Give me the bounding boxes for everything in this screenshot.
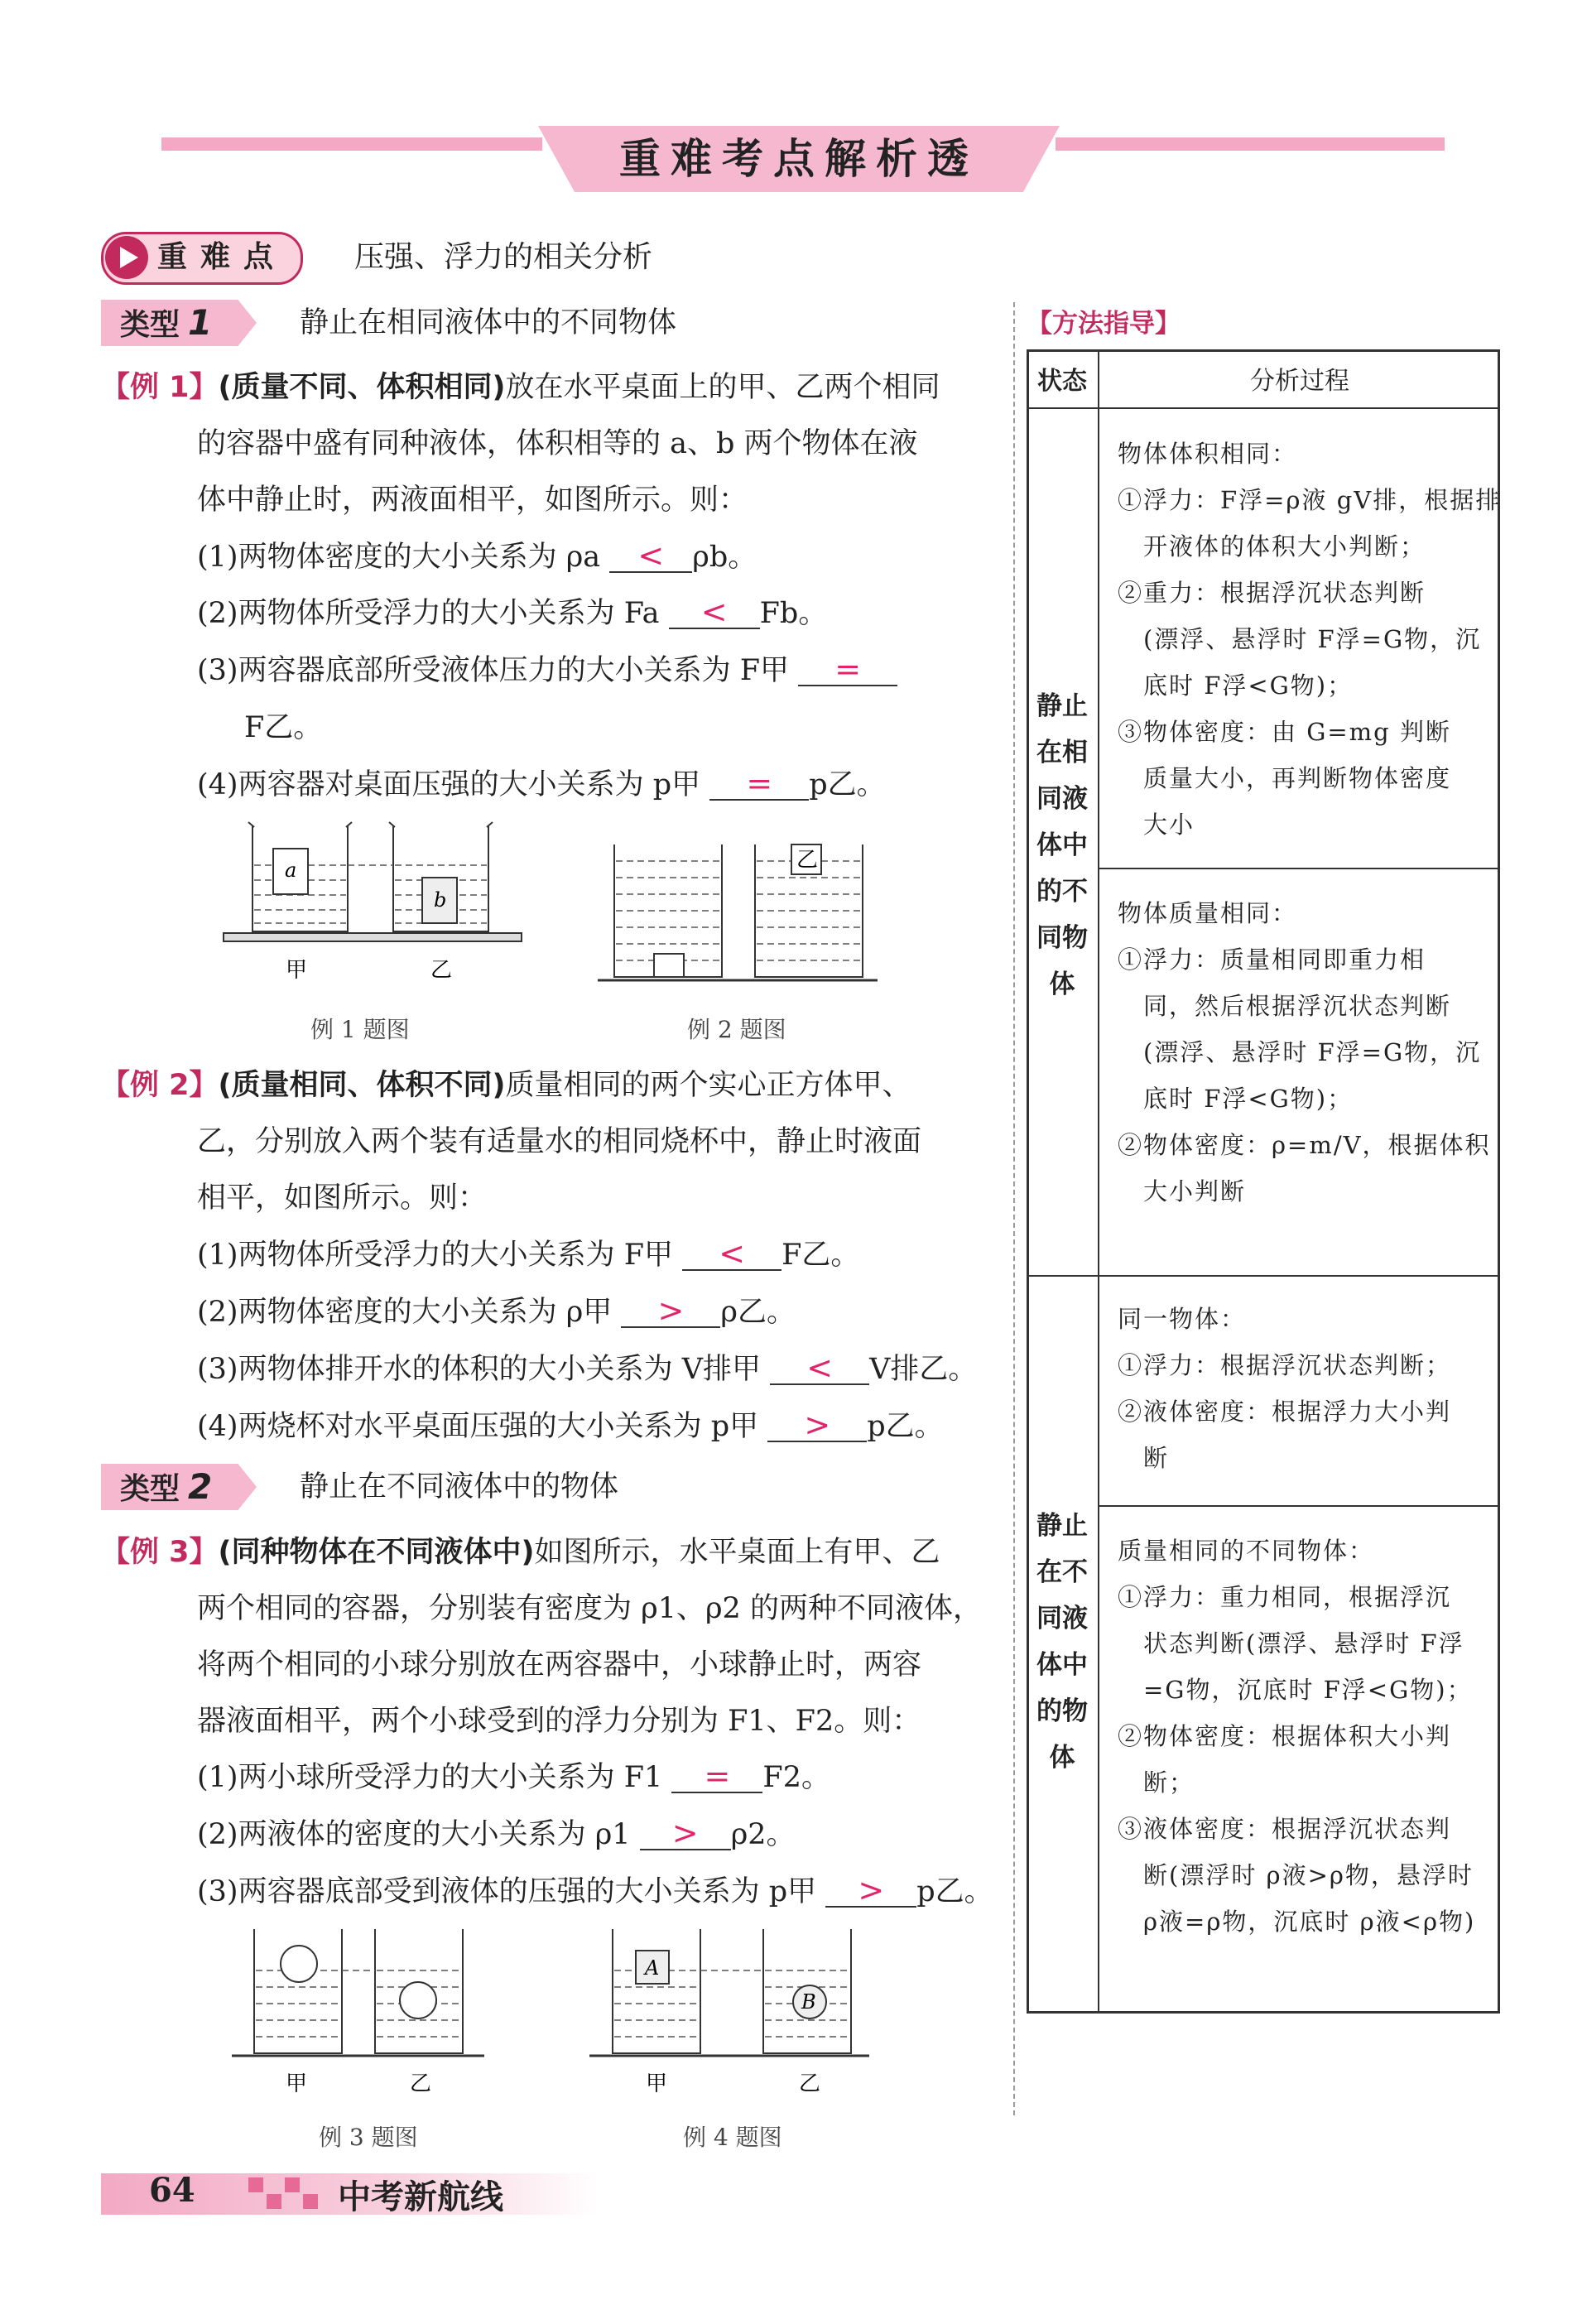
ex2-condition: (质量相同、体积不同): [218, 1069, 506, 1102]
ex2-q1-text: (1)两物体所受浮力的大小关系为 F甲: [197, 1239, 673, 1272]
table-row-divider-2: [1098, 1505, 1500, 1507]
ex3-q2-end: ρ2。: [730, 1818, 796, 1851]
ex3-q3-end: p乙。: [916, 1875, 993, 1908]
fig4-label-A: A: [645, 1956, 660, 1980]
process2-line-5: 底时 F浮<G物)；: [1118, 1085, 1354, 1113]
process2-line-6: ②物体密度：ρ=m/V，根据体积: [1118, 1131, 1491, 1159]
ex2-tag: 【例 2】: [101, 1069, 219, 1102]
ex3-q2-text: (2)两液体的密度的大小关系为 ρ1: [197, 1818, 631, 1851]
ex1-q2: [197, 594, 827, 633]
ex2-q4-text: (4)两烧杯对水平桌面压强的大小关系为 p甲: [197, 1410, 759, 1443]
state2-line-5: 的物: [1036, 1696, 1088, 1726]
state1-line-5: 的不: [1036, 877, 1088, 907]
ex1-q4-text: (4)两容器对桌面压强的大小关系为 p甲: [197, 768, 701, 801]
process1-line-2: ①浮力：F浮=ρ液 gV排，根据排: [1118, 486, 1502, 514]
ex1-answer2: <: [669, 596, 760, 629]
process1-line-1: 物体体积相同：: [1118, 440, 1298, 468]
ex2-answer2: >: [621, 1295, 720, 1328]
ex2-q2-end: ρ乙。: [720, 1296, 796, 1329]
ex1-q2-end: Fb。: [759, 597, 828, 630]
fig4-caption: 例 4 题图: [683, 2124, 782, 2151]
figure-4: [588, 1921, 886, 2103]
ex3-line2: 两个相同的容器，分别装有密度为 ρ1、ρ2 的两种不同液体，: [197, 1592, 982, 1625]
process2-line-2: ①浮力：质量相同即重力相: [1118, 945, 1426, 974]
ex2-line1: [101, 1066, 911, 1104]
ex1-answer3: =: [798, 653, 897, 686]
ball-1: [281, 1946, 317, 1982]
fig2-label: 乙: [796, 848, 819, 873]
ex2-answer3: <: [770, 1352, 869, 1385]
fig2-caption: 例 2 题图: [687, 1016, 786, 1043]
figure-2: [596, 828, 960, 994]
type1-label-text: 类型: [120, 308, 180, 342]
process4-line-2: ①浮力：重力相同，根据浮沉: [1118, 1583, 1452, 1611]
ex3-condition: (同种物体在不同液体中): [218, 1536, 535, 1569]
process4-line-6: 断；: [1118, 1768, 1195, 1797]
type2-label: [120, 1464, 212, 1513]
ex2-text1: 质量相同的两个实心正方体甲、: [505, 1069, 911, 1102]
fig3-right-label: 乙: [410, 2071, 432, 2096]
type1-number: 1: [188, 302, 213, 343]
column-divider: [1013, 302, 1015, 2115]
state2-line-1: 静止: [1036, 1511, 1088, 1541]
process4-line-9: ρ液=ρ物，沉底时 ρ液<ρ物): [1118, 1908, 1476, 1936]
ex1-q3: [197, 652, 897, 690]
process1-line-4: ②重力：根据浮沉状态判断: [1118, 579, 1426, 607]
fig4-right-label: 乙: [799, 2071, 821, 2096]
ex1-q1-text: (1)两物体密度的大小关系为 ρa: [197, 541, 601, 574]
ex2-q4: [197, 1407, 944, 1446]
fig3-left-label: 甲: [286, 2071, 308, 2096]
process4-line-4: =G物，沉底时 F浮<G物)；: [1118, 1676, 1473, 1704]
table-section-divider: [1027, 1275, 1500, 1277]
ex3-tag: 【例 3】: [101, 1536, 219, 1569]
process4-line-5: ②物体密度：根据体积大小判: [1118, 1722, 1452, 1750]
ex1-q3-end: F乙。: [244, 711, 323, 744]
ex2-q1: [197, 1236, 859, 1274]
fig1-label-b: b: [434, 888, 447, 912]
ex2-answer1: <: [682, 1238, 781, 1271]
footer-square-4: [303, 2194, 318, 2209]
col-process: 分析过程: [1250, 367, 1349, 396]
ex2-q2: [197, 1293, 796, 1331]
ex1-condition: (质量不同、体积相同): [218, 371, 506, 404]
state1-line-1: 静止: [1036, 691, 1088, 721]
state2-line-2: 在不: [1036, 1557, 1088, 1587]
process1-line-9: 大小: [1118, 811, 1195, 839]
process3-line-2: ①浮力：根据浮沉状态判断；: [1118, 1351, 1452, 1379]
ex3-q1-end: F2。: [762, 1761, 830, 1794]
ex2-q2-text: (2)两物体密度的大小关系为 ρ甲: [197, 1296, 613, 1329]
ex1-q2-text: (2)两物体所受浮力的大小关系为 Fa: [197, 597, 660, 630]
ex2-line2: 乙，分别放入两个装有适量水的相同烧杯中，静止时液面: [197, 1125, 922, 1158]
process1-line-5: (漂浮、悬浮时 F浮=G物，沉: [1118, 625, 1482, 653]
cube-jia: [654, 954, 684, 977]
process3-line-4: 断: [1118, 1444, 1170, 1472]
type1-label: [120, 300, 212, 349]
process2-line-7: 大小判断: [1118, 1177, 1247, 1205]
fig1-left-label: 甲: [286, 958, 308, 983]
state2-line-6: 体: [1049, 1743, 1075, 1773]
footer-square-1: [248, 2177, 263, 2192]
process1-line-7: ③物体密度：由 G=mg 判断: [1118, 718, 1451, 746]
ex2-q3-text: (3)两物体排开水的体积的大小关系为 V排甲: [197, 1353, 761, 1386]
fig3-caption: 例 3 题图: [319, 2124, 418, 2151]
ex1-text1: 放在水平桌面上的甲、乙两个相同: [505, 371, 940, 404]
fig1-label-a: a: [285, 859, 297, 882]
ex2-q4-end: p乙。: [867, 1410, 944, 1443]
footer-square-2: [267, 2194, 281, 2209]
page-number: 64: [149, 2171, 195, 2210]
ex1-line3: 体中静止时，两液面相平，如图所示。则：: [197, 484, 748, 517]
page-title: 重难考点解析透: [619, 135, 979, 183]
ex1-line1: [101, 368, 940, 407]
ex2-q3: [197, 1350, 977, 1388]
fig4-left-label: 甲: [646, 2071, 668, 2096]
ex1-answer1: <: [609, 540, 692, 573]
ball-2: [400, 1982, 436, 2018]
ex1-q1: [197, 538, 757, 576]
state2-line-4: 体中: [1036, 1650, 1088, 1680]
process4-line-7: ③液体密度：根据浮沉状态判: [1118, 1815, 1452, 1843]
method-title: 【方法指导】: [1027, 309, 1181, 339]
ex3-line1: [101, 1533, 940, 1571]
header-band-left: [161, 137, 542, 151]
process1-line-8: 质量大小，再判断物体密度: [1118, 764, 1452, 792]
figure-1: [219, 816, 584, 994]
ex3-line3: 将两个相同的小球分别放在两容器中，小球静止时，两容: [197, 1648, 922, 1682]
header-band-right: [1056, 137, 1445, 151]
ex3-q3-text: (3)两容器底部受到液体的压强的大小关系为 p甲: [197, 1875, 817, 1908]
ex2-answer4: >: [767, 1409, 867, 1442]
process3-line-1: 同一物体：: [1118, 1305, 1247, 1333]
ex1-tag: 【例 1】: [101, 371, 219, 404]
state1-line-4: 体中: [1036, 830, 1088, 860]
ex3-q3: [197, 1873, 993, 1911]
state1-line-2: 在相: [1036, 738, 1088, 767]
process4-line-8: 断(漂浮时 ρ液>ρ物，悬浮时: [1118, 1861, 1474, 1889]
key-point-label: 重难点: [157, 240, 287, 274]
table-header-divider: [1027, 407, 1500, 409]
fig1-right-label: 乙: [430, 958, 453, 983]
figure-3: [228, 1921, 542, 2103]
ex3-text1: 如图所示，水平桌面上有甲、乙: [534, 1536, 940, 1569]
key-point-title: 压强、浮力的相关分析: [354, 240, 653, 274]
footer-square-3: [285, 2177, 300, 2192]
ex2-line3: 相平，如图所示。则：: [197, 1181, 488, 1215]
table-col-divider: [1098, 349, 1099, 2014]
ex1-answer4: =: [709, 767, 809, 801]
fig1-caption: 例 1 题图: [310, 1016, 410, 1043]
process2-line-3: 同，然后根据浮沉状态判断: [1118, 992, 1452, 1020]
ex1-line2: 的容器中盛有同种液体，体积相等的 a、b 两个物体在液: [197, 427, 918, 460]
ex1-q3-text: (3)两容器底部所受液体压力的大小关系为 F甲: [197, 654, 789, 687]
process2-line-4: (漂浮、悬浮时 F浮=G物，沉: [1118, 1038, 1482, 1066]
ex2-q1-end: F乙。: [781, 1239, 860, 1272]
state1-line-3: 同液: [1036, 784, 1088, 814]
type2-number: 2: [188, 1466, 213, 1507]
process1-line-6: 底时 F浮<G物)；: [1118, 671, 1354, 700]
type2-title: 静止在不同液体中的物体: [300, 1470, 619, 1504]
fig4-label-B: B: [801, 1990, 816, 2014]
type1-title: 静止在相同液体中的不同物体: [300, 306, 677, 339]
ex3-answer1: =: [671, 1760, 762, 1793]
process1-line-3: 开液体的体积大小判断；: [1118, 532, 1426, 561]
ex2-q3-end: V排乙。: [869, 1353, 978, 1386]
ex3-q1: [197, 1759, 830, 1797]
process4-line-3: 状态判断(漂浮、悬浮时 F浮: [1118, 1629, 1464, 1658]
col-state: 状态: [1037, 367, 1087, 396]
process4-line-1: 质量相同的不同物体：: [1118, 1537, 1375, 1565]
process2-line-1: 物体质量相同：: [1118, 899, 1298, 927]
play-icon: [105, 236, 148, 279]
ex3-q2: [197, 1816, 796, 1854]
table-row-divider-1: [1098, 868, 1500, 869]
brand-name: 中考新航线: [338, 2178, 503, 2216]
ex1-q1-end: ρb。: [692, 541, 757, 574]
state1-line-6: 同物: [1036, 923, 1088, 953]
ex3-line4: 器液面相平，两个小球受到的浮力分别为 F1、F2。则：: [197, 1705, 921, 1738]
ex3-answer2: >: [640, 1817, 731, 1850]
process3-line-3: ②液体密度：根据浮力大小判: [1118, 1398, 1452, 1426]
ex1-q4: [197, 766, 886, 804]
state2-line-3: 同液: [1036, 1604, 1088, 1634]
type2-label-text: 类型: [120, 1472, 180, 1506]
ex3-answer3: >: [825, 1874, 916, 1908]
ex1-q4-end: p乙。: [809, 768, 886, 801]
ex3-q1-text: (1)两小球所受浮力的大小关系为 F1: [197, 1761, 663, 1794]
state1-line-7: 体: [1049, 970, 1075, 999]
